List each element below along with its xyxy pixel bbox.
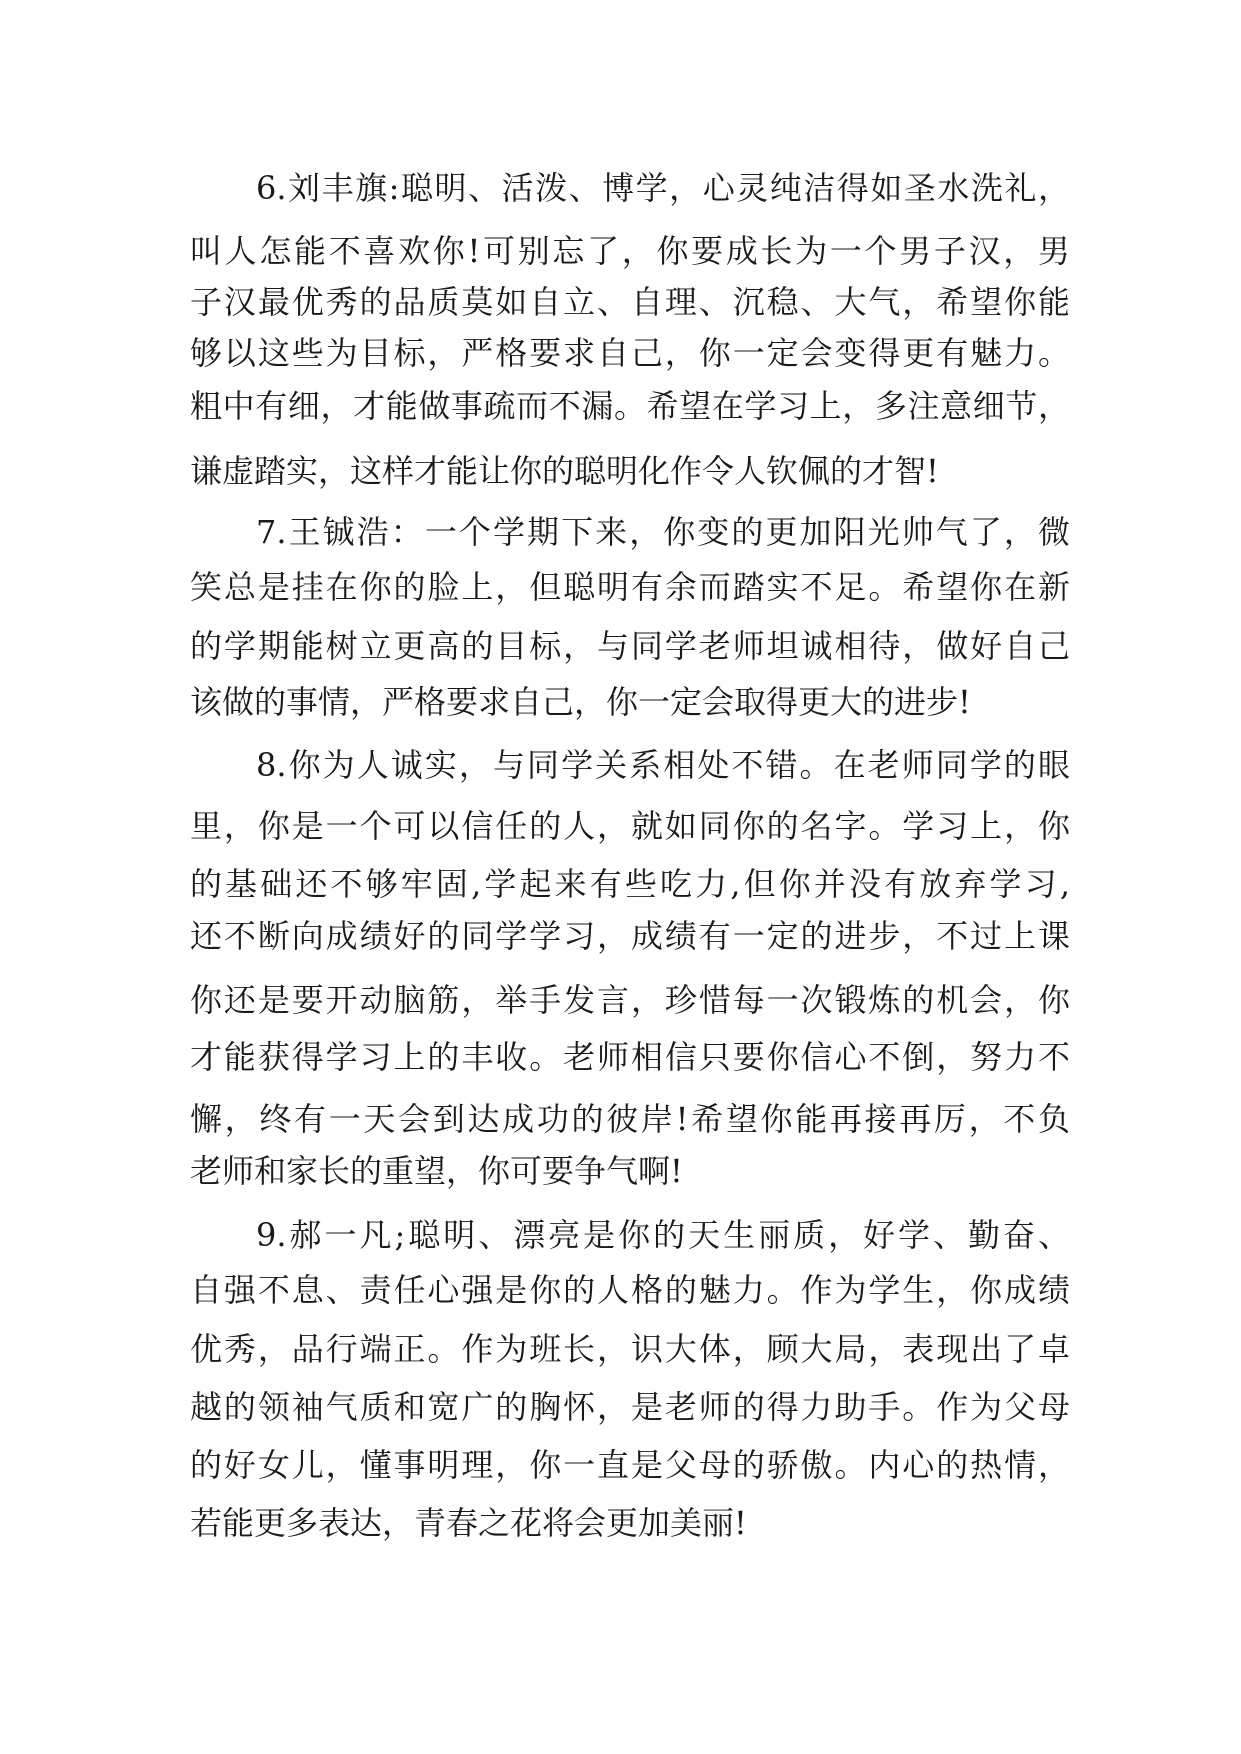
paragraph-line: 才能获得学习上的丰收。老师相信只要你信心不倒，努力不 [190,1038,1070,1076]
paragraph-line: 子汉最优秀的品质莫如自立、自理、沉稳、大气，希望你能 [190,283,1070,321]
paragraph-line: 优秀，品行端正。作为班长，识大体，顾大局，表现出了卓 [190,1330,1070,1368]
paragraph-line: 的学期能树立更高的目标，与同学老师坦诚相待，做好自己 [190,627,1070,665]
paragraph-line: 的好女儿，懂事明理，你一直是父母的骄傲。内心的热情， [190,1446,1070,1484]
paragraph-line: 9.郝一凡;聪明、漂亮是你的天生丽质，好学、勤奋、 [256,1216,1070,1254]
paragraph-line: 叫人怎能不喜欢你!可别忘了，你要成长为一个男子汉，男 [190,232,1070,270]
paragraph-line: 粗中有细，才能做事疏而不漏。希望在学习上，多注意细节， [190,387,1070,425]
paragraph-line: 够以这些为目标，严格要求自己，你一定会变得更有魅力。 [190,334,1070,372]
paragraph-line: 老师和家长的重望，你可要争气啊! [190,1152,683,1190]
paragraph-line: 里，你是一个可以信任的人，就如同你的名字。学习上，你 [190,807,1070,845]
paragraph-line: 8.你为人诚实，与同学关系相处不错。在老师同学的眼 [256,746,1070,784]
paragraph-line: 笑总是挂在你的脸上，但聪明有余而踏实不足。希望你在新 [190,568,1070,606]
paragraph-line: 的基础还不够牢固,学起来有些吃力,但你并没有放弃学习, [190,865,1070,903]
paragraph-line: 该做的事情，严格要求自己，你一定会取得更大的进步! [190,683,971,721]
paragraph-line: 你还是要开动脑筋，举手发言，珍惜每一次锻炼的机会，你 [190,981,1070,1019]
paragraph-line: 7.王铖浩：一个学期下来，你变的更加阳光帅气了，微 [256,513,1070,551]
paragraph-line: 谦虚踏实，这样才能让你的聪明化作令人钦佩的才智! [190,452,939,490]
paragraph-line: 自强不息、责任心强是你的人格的魅力。作为学生，你成绩 [190,1271,1070,1309]
paragraph-line: 若能更多表达，青春之花将会更加美丽! [190,1504,747,1542]
paragraph-line: 懈，终有一天会到达成功的彼岸!希望你能再接再厉，不负 [190,1100,1070,1138]
paragraph-line: 还不断向成绩好的同学学习，成绩有一定的进步，不过上课 [190,917,1070,955]
paragraph-line: 6.刘丰旗:聪明、活泼、博学，心灵纯洁得如圣水洗礼， [256,169,1070,207]
paragraph-line: 越的领袖气质和宽广的胸怀，是老师的得力助手。作为父母 [190,1388,1070,1426]
